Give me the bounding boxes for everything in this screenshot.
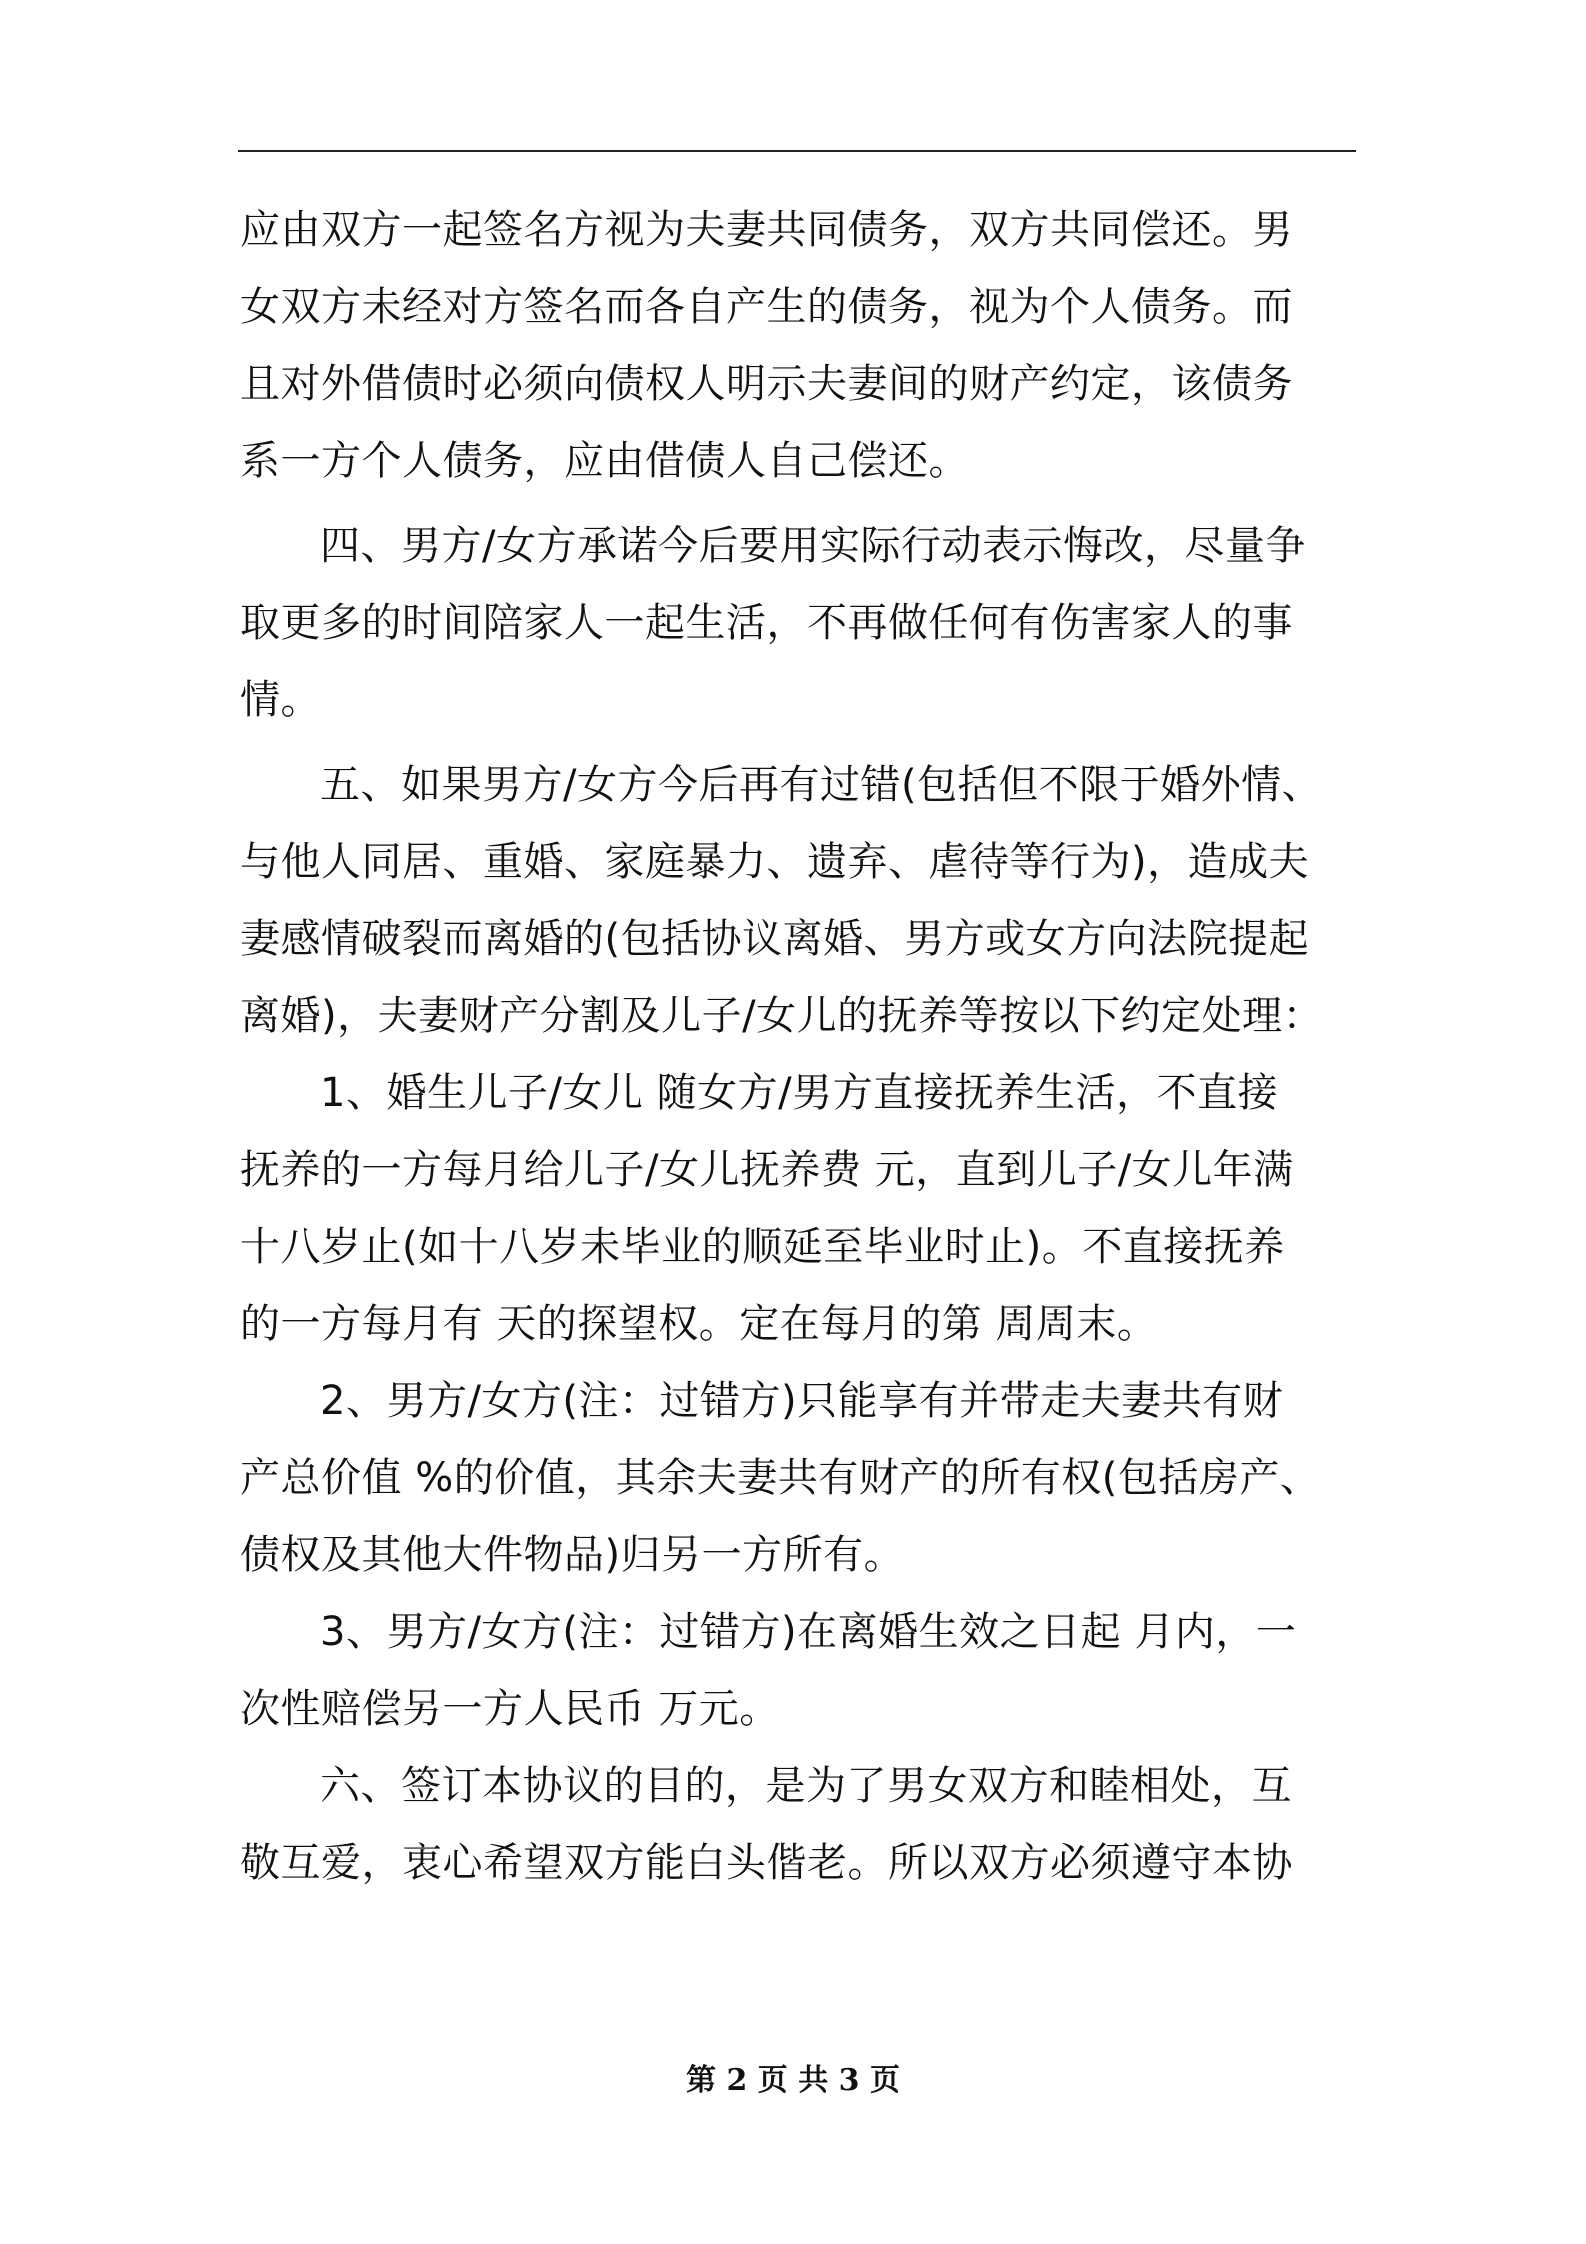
text-line: 抚养的一方每月给儿子/女儿抚养费 元，直到儿子/女儿年满 bbox=[240, 1147, 1294, 1193]
text-line: 系一方个人债务，应由借债人自己偿还。 bbox=[240, 438, 969, 484]
header-divider bbox=[238, 150, 1356, 152]
text-line: 1、婚生儿子/女儿 随女方/男方直接抚养生活，不直接 bbox=[320, 1070, 1279, 1116]
page-number: 第 2 页 共 3 页 bbox=[686, 2063, 900, 2098]
text-line: 2、男方/女方(注：过错方)只能享有并带走夫妻共有财 bbox=[320, 1378, 1284, 1424]
text-line: 债权及其他大件物品)归另一方所有。 bbox=[240, 1532, 905, 1578]
document-body bbox=[240, 192, 1360, 1902]
text-line: 四、男方/女方承诺今后要用实际行动表示悔改，尽量争 bbox=[320, 523, 1306, 569]
text-line: 女双方未经对方签名而各自产生的债务，视为个人债务。而 bbox=[240, 284, 1293, 330]
text-line: 且对外借债时必须向债权人明示夫妻间的财产约定，该债务 bbox=[240, 361, 1293, 407]
text-line: 产总价值 %的价值，其余夫妻共有财产的所有权(包括房产、 bbox=[240, 1455, 1321, 1501]
text-line: 妻感情破裂而离婚的(包括协议离婚、男方或女方向法院提起 bbox=[240, 916, 1310, 962]
text-line: 六、签订本协议的目的，是为了男女双方和睦相处，互 bbox=[320, 1763, 1292, 1809]
text-line: 3、男方/女方(注：过错方)在离婚生效之日起 月内，一 bbox=[320, 1609, 1297, 1655]
text-line: 次性赔偿另一方人民币 万元。 bbox=[240, 1686, 780, 1732]
text-line: 敬互爱，衷心希望双方能白头偕老。所以双方必须遵守本协 bbox=[240, 1840, 1293, 1886]
text-line: 取更多的时间陪家人一起生活，不再做任何有伤害家人的事 bbox=[240, 600, 1293, 646]
text-line: 离婚)，夫妻财产分割及儿子/女儿的抚养等按以下约定处理： bbox=[240, 993, 1324, 1039]
text-line: 五、如果男方/女方今后再有过错(包括但不限于婚外情、 bbox=[320, 762, 1323, 808]
text-line: 情。 bbox=[240, 677, 321, 723]
text-line: 应由双方一起签名方视为夫妻共同债务，双方共同偿还。男 bbox=[240, 207, 1293, 253]
text-line: 与他人同居、重婚、家庭暴力、遗弃、虐待等行为)，造成夫 bbox=[240, 839, 1310, 885]
text-line: 十八岁止(如十八岁未毕业的顺延至毕业时止)。不直接抚养 bbox=[240, 1224, 1285, 1270]
text-line: 的一方每月有 天的探望权。定在每月的第 周周末。 bbox=[240, 1301, 1158, 1347]
